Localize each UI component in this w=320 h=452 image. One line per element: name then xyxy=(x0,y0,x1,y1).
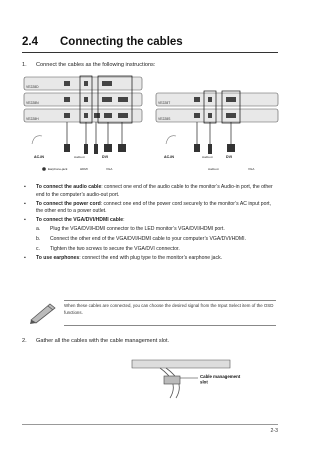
pencil-note-icon xyxy=(28,300,60,324)
port-label-audio-in: Audio-in xyxy=(74,155,86,159)
cable-label-line2: slot xyxy=(200,379,208,385)
cable-plug-icon xyxy=(227,144,235,152)
bullet-text: : connect one end of the power cord securely to the monitor’s AC input port, the other end to a power outlet. xyxy=(36,200,271,215)
panel-label-ve228n: VE228N xyxy=(26,101,39,105)
list-item: ▪ To connect the audio cable: connect one end of the audio cable to the monitor’s Audio-in port, the other end to the computer’s audio-out port. xyxy=(24,184,273,198)
left-panels xyxy=(24,76,142,171)
legend-earphone-jack: Earphone-jack xyxy=(48,167,68,171)
panel-label-ve228t: VE228T xyxy=(158,101,171,105)
port-icon xyxy=(64,81,70,86)
port-icon xyxy=(194,113,200,118)
legend-vga-right: VGA xyxy=(248,167,255,171)
list-item: ▪ To connect the power cord: connect one end of the power cord securely to the monitor’s AC input port, the other end to a power outlet. xyxy=(24,200,271,215)
right-panels xyxy=(156,91,278,171)
port-icon xyxy=(84,81,88,86)
note-top-rule xyxy=(64,300,276,301)
cable-plug-icon xyxy=(84,144,88,154)
legend-audio-in: Audio-in xyxy=(208,167,220,171)
cable-label-line1: Cable management xyxy=(200,374,241,379)
bullet-title: To use earphones xyxy=(36,255,80,262)
instruction-list xyxy=(22,184,276,264)
panel-ve228s xyxy=(156,109,278,122)
bullet-title: To connect the VGA/DVI/HDMI cable xyxy=(36,217,124,224)
cable-plug-icon xyxy=(104,144,112,152)
port-icon xyxy=(94,113,100,118)
connection-diagram xyxy=(22,74,280,178)
port-icon xyxy=(226,97,236,102)
legend-vga-left: VGA xyxy=(106,167,113,171)
cable-plug-icon xyxy=(118,144,126,152)
step-2-number: 2. xyxy=(22,338,27,344)
bullet-text: : connect the end with plug type to the monitor’s earphone jack. xyxy=(79,255,223,262)
sub-step: c. Tighten the two screws to secure the VGA/DVI connector. xyxy=(36,245,180,252)
port-icon xyxy=(104,113,112,118)
port-label-dvi-right: DVI xyxy=(226,155,232,159)
list-item: ▪ To connect the VGA/DVI/HDMI cable: xyxy=(24,217,125,224)
port-icon xyxy=(208,113,212,118)
port-icon xyxy=(102,97,112,102)
panel-label-ve228s: VE228S xyxy=(158,117,171,121)
panel-label-ve228d: VE228D xyxy=(26,85,39,89)
bullet-title: To connect the power cord xyxy=(36,200,101,207)
port-icon xyxy=(84,97,88,102)
port-icon xyxy=(118,113,128,118)
earphone-jack-icon xyxy=(42,167,46,171)
sub-step: a. Plug the VGA/DVI/HDMI connector to the LED monitor’s VGA/DVI/HDMI port. xyxy=(36,225,225,232)
port-icon xyxy=(118,97,128,102)
bullet-title: To connect the audio cable xyxy=(36,184,102,190)
cable-management-label xyxy=(200,374,242,384)
cable-plug-icon xyxy=(194,144,200,152)
heading-rule xyxy=(22,52,278,53)
port-label-audio-in-right: Audio-in xyxy=(202,155,214,159)
note-text: When these cables are connected, you can choose the desired signal from the Input Select item of the OSD functions. xyxy=(64,303,274,315)
cable-management-illustration xyxy=(130,354,270,404)
port-icon xyxy=(102,81,112,86)
cable-slot-icon xyxy=(164,376,180,384)
port-label-ac-in-right: AC-IN xyxy=(164,155,174,159)
panel-ve228d xyxy=(24,77,142,90)
step-1-number: 1. xyxy=(22,62,27,68)
port-icon xyxy=(208,97,212,102)
footer-rule xyxy=(22,424,278,425)
bullet-text: : connect one end of the audio cable to the monitor’s Audio-in port, the other end to the computer’s audio-out port. xyxy=(36,184,273,198)
page-number: 2-3 xyxy=(270,428,278,434)
section-number: 2.4 xyxy=(22,36,38,48)
section-heading xyxy=(22,36,183,48)
legend-hdmi: HDMI xyxy=(80,167,88,171)
port-label-ac-in: AC-IN xyxy=(34,155,44,159)
cable-plug-icon xyxy=(208,144,212,154)
panel-label-ve228h: VE228H xyxy=(26,117,39,121)
port-icon xyxy=(84,113,88,118)
step-1 xyxy=(22,62,155,68)
port-icon xyxy=(194,97,200,102)
port-icon xyxy=(64,113,70,118)
list-item: ▪ To use earphones: connect the end with plug type to the monitor’s earphone jack. xyxy=(24,255,223,262)
step-2-text: Gather all the cables with the cable management slot. xyxy=(36,338,170,344)
port-icon xyxy=(64,97,70,102)
bullet-text: : xyxy=(123,217,125,224)
port-icon xyxy=(226,113,236,118)
note-bottom-rule xyxy=(64,325,276,326)
cable-plug-icon xyxy=(64,144,70,152)
monitor-base-icon xyxy=(132,360,230,368)
panel-ve228t xyxy=(156,93,278,106)
cable-plug-icon xyxy=(94,144,98,154)
port-label-dvi: DVI xyxy=(102,155,108,159)
step-1-text: Connect the cables as the following instructions: xyxy=(36,62,156,68)
note-box xyxy=(22,300,276,326)
step-2 xyxy=(22,338,169,344)
sub-step: b. Connect the other end of the VGA/DVI/HDMI cable to your computer’s VGA/DVI/HDMI. xyxy=(36,235,247,242)
section-title: Connecting the cables xyxy=(60,36,183,48)
